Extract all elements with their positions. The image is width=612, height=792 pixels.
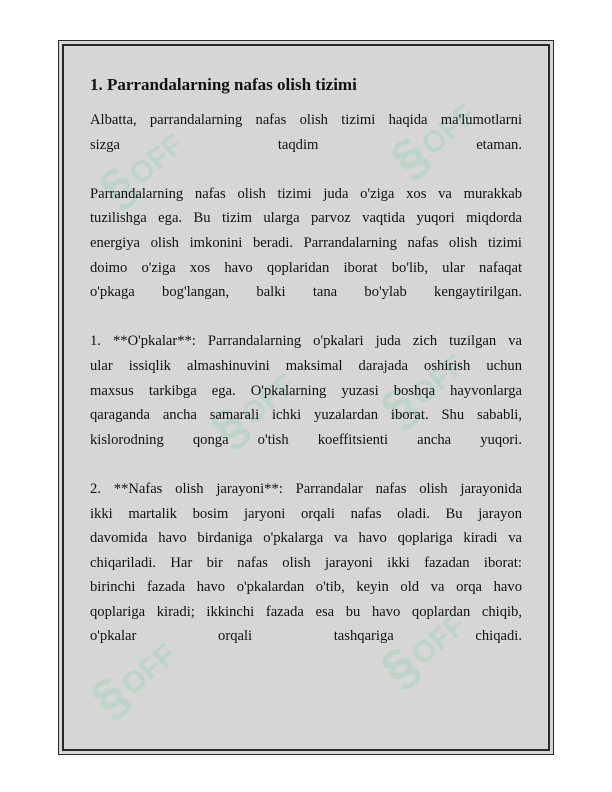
text-line: kislorodning qonga o'tish koeffitsienti ancha yuqori. — [90, 431, 522, 448]
text-line: ular issiqlik almashinuvini maksimal darajada oshirish uchun — [90, 357, 522, 374]
text-line: Parrandalarning nafas olish tizimi juda o'ziga xos va murakkab — [90, 185, 522, 202]
text-line: maxsus tarkibga ega. O'pkalarning yuzasi boshqa hayvonlarga — [90, 382, 522, 399]
text-line: qoplariga kiradi; ikkinchi fazada esa bu havo qoplardan chiqib, — [90, 603, 522, 620]
text-line: o'pkaga bog'langan, balki tana bo'ylab kengaytirilgan. — [90, 284, 522, 301]
text-line: Albatta, parrandalarning nafas olish tizimi haqida ma'lumotlarni — [90, 112, 522, 128]
section-heading: 1. Parrandalarning nafas olish tizimi — [90, 75, 357, 94]
text-line: ikki martalik bosim jaryoni orqali nafas oladi. Bu jarayon — [90, 505, 522, 522]
text-line: davomida havo birdaniga o'pkalarga va havo qoplariga kiradi va — [90, 530, 522, 547]
text-line: 1. **O'pkalar**: Parrandalarning o'pkalari juda zich tuzilgan va — [90, 333, 522, 350]
paragraph-overview — [90, 182, 522, 305]
text-line: qaraganda ancha samarali ichki yuzalardan iborat. Shu sababli, — [90, 407, 522, 424]
text-line: 2. **Nafas olish jarayoni**: Parrandalar nafas olish jarayonida — [90, 480, 522, 497]
text-line: birinchi fazada havo o'pkalardan o'tib, keyin old va orqa havo — [90, 579, 522, 596]
document-body — [90, 74, 522, 649]
paragraph-breathing-process — [90, 477, 522, 649]
paragraph-lungs — [90, 329, 522, 452]
text-line: doimo o'ziga xos havo qoplaridan iborat bo'lib, ular nafaqat — [90, 259, 522, 276]
text-line: o'pkalar orqali tashqariga chiqadi. — [90, 628, 522, 645]
text-line: energiya olish imkonini beradi. Parrandalarning nafas olish tizimi — [90, 234, 522, 251]
text-line: sizga taqdim etaman. — [90, 136, 522, 153]
text-line: tuzilishga ega. Bu tizim ularga parvoz vaqtida yuqori miqdorda — [90, 210, 522, 227]
paragraph-intro — [90, 108, 522, 157]
text-line: chiqariladi. Har bir nafas olish jarayoni ikki fazadan iborat: — [90, 554, 522, 571]
